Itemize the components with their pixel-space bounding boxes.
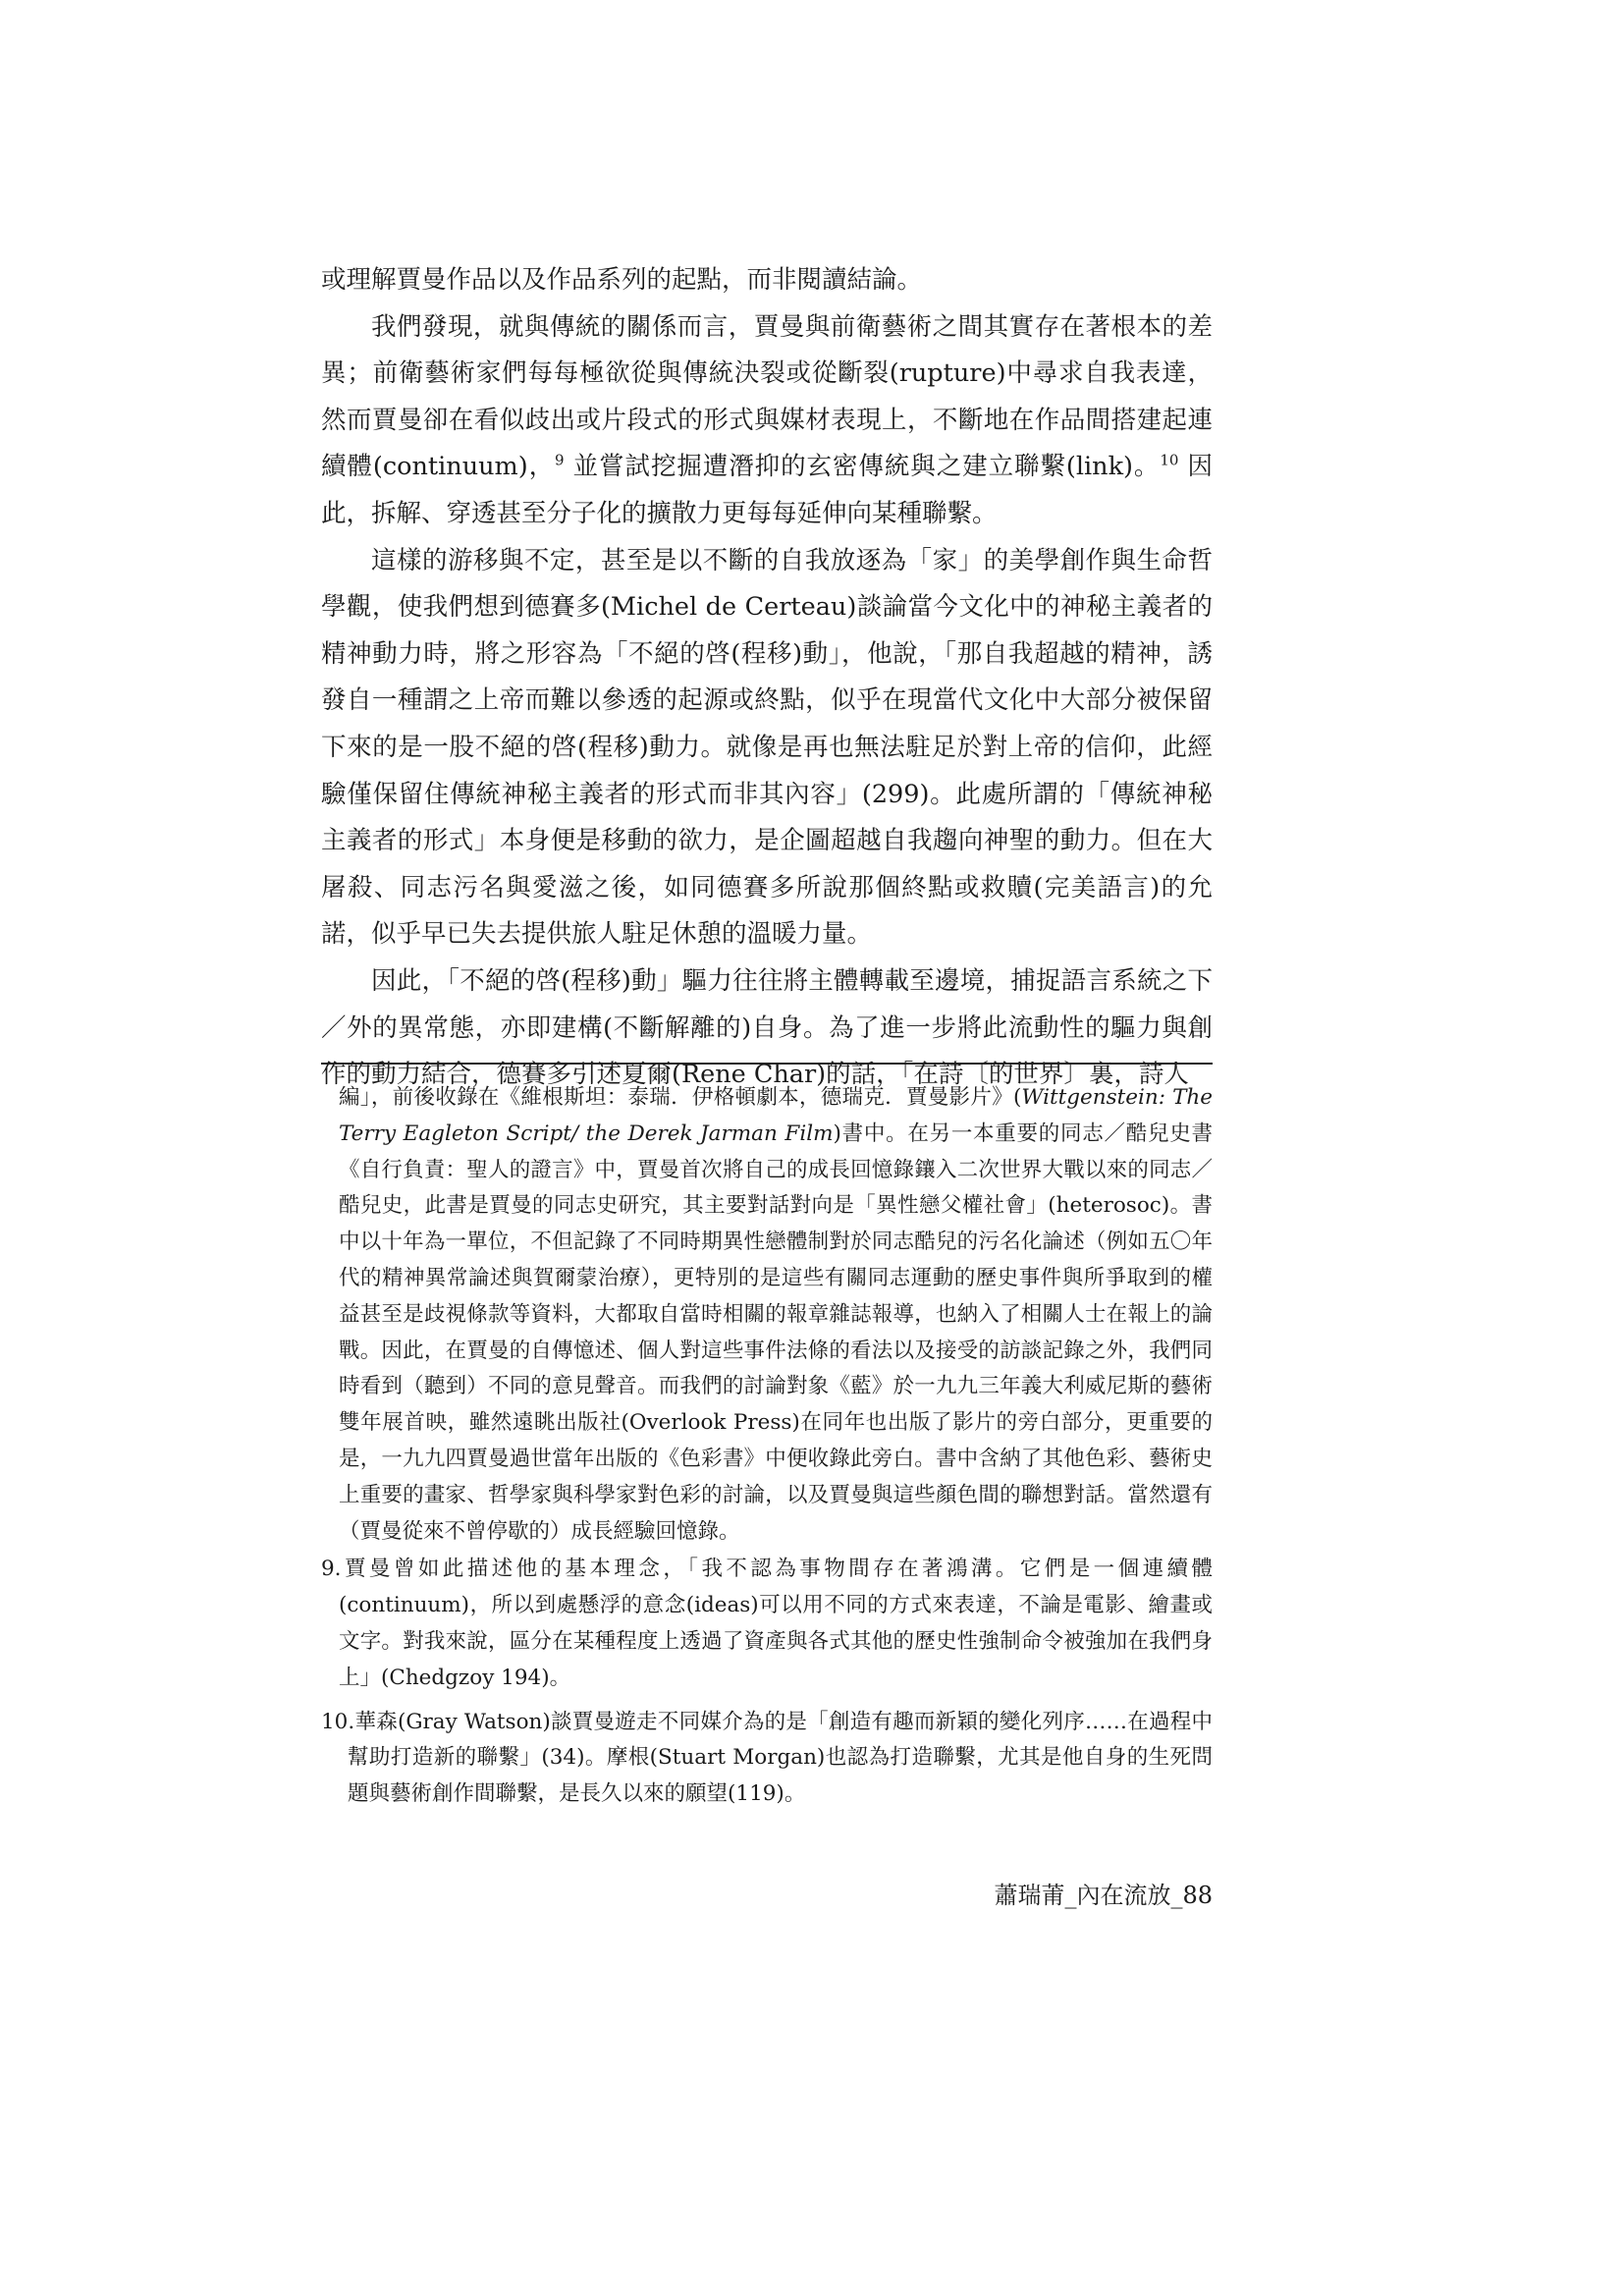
footnote-continued-part-b: )書中。在另一本重要的同志／酷兒史書《自行負責：聖人的證言》中，賈曼首次將自己的成長回憶錄鑲入二次世界大戰以來的同志／酷兒史，此書是賈曼的同志史研究，其主要對話對向是「異性戀父權社會」(heterosoc)。書中以十年為一單位，不但記錄了不同時期異性戀體制對於同志酷兒的污名化論述（例如五〇年代的精神異常論述與賀爾蒙治療），更特別的是這些有關同志運動的歷史事件與所爭取到的權益甚至是歧視條款等資料，大都取自當時相關的報章雜誌報導，也納入了相關人士在報上的論戰。因此，在賈曼的自傳憶述、個人對這些事件法條的看法以及接受的訪談記錄之外，我們同時看到（聽到）不同的意見聲音。而我們的討論對象《藍》於一九九三年義大利威尼斯的藝術雙年展首映，雖然遠眺出版社(Overlook Press)在同年也出版了影片的旁白部分，更重要的是，一九九四賈曼過世當年出版的《色彩書》中便收錄此旁白。書中含納了其他色彩、藝術史上重要的畫家、哲學家與科學家對色彩的討論，以及賈曼與這些顏色間的聯想對話。當然還有（賈曼從來不曾停歇的）成長經驗回憶錄。 <box>339 1121 1213 1544</box>
footnote-9: 9.賈曼曾如此描述他的基本理念，「我不認為事物間存在著鴻溝。它們是一個連續體(continuum)，所以到處懸浮的意念(ideas)可以用不同的方式來表達，不論是電影、繪畫或文字。對我來說，區分在某種程度上透過了資產與各式其他的歷史性強制命令被強加在我們身上」(Chedgzoy 194)。 <box>321 1557 1213 1690</box>
footnote-divider <box>321 1063 1213 1065</box>
paragraph-3: 這樣的游移與不定，甚至是以不斷的自我放逐為「家」的美學創作與生命哲學觀，使我們想到德賽多(Michel de Certeau)談論當今文化中的神秘主義者的精神動力時，將之形容為「不絕的啓(程移)動」，他說，「那自我超越的精神，誘發自一種謂之上帝而難以參透的起源或終點，似乎在現當代文化中大部分被保留下來的是一股不絕的啓(程移)動力。就像是再也無法駐足於對上帝的信仰，此經驗僅保留住傳統神秘主義者的形式而非其內容」(299)。此處所謂的「傳統神秘主義者的形式」本身便是移動的欲力，是企圖超越自我趨向神聖的動力。但在大屠殺、同志污名與愛滋之後，如同德賽多所說那個終點或救贖(完美語言)的允諾，似乎早已失去提供旅人駐足休憩的溫暖力量。 <box>321 545 1213 950</box>
paragraph-2-part-c: 因此，拆解、穿透甚至分子化的擴散力更每每延伸向某種聯繫。 <box>321 452 1213 528</box>
paragraph-2-part-b: 並嘗試挖掘遭潛抑的玄密傳統與之建立聯繫(link)。 <box>564 452 1161 482</box>
paragraph-2 <box>321 304 1213 538</box>
running-footer: 蕭瑞莆_內在流放_88 <box>994 1882 1213 1909</box>
footnote-10: 10.華森(Gray Watson)談賈曼遊走不同媒介為的是「創造有趣而新穎的變化列序……在過程中幫助打造新的聯繫」(34)。摩根(Stuart Morgan)也認為打造聯繫，尤其是他自身的生死問題與藝術創作間聯繫，是長久以來的願望(119)。 <box>321 1709 1213 1807</box>
main-text <box>321 257 1213 1099</box>
paragraph-1: 或理解賈曼作品以及作品系列的起點，而非閱讀結論。 <box>321 265 923 295</box>
footnote-ref-9: 9 <box>555 451 565 469</box>
footnote-ref-10: 10 <box>1160 451 1179 469</box>
footnote-continued <box>321 1080 1213 1550</box>
footnote-continued-part-a: 編」，前後收錄在《維根斯坦：泰瑞．伊格頓劇本，德瑞克．賈曼影片》( <box>339 1085 1022 1110</box>
paragraph-2-part-a: 我們發現，就與傳統的關係而言，賈曼與前衛藝術之間其實存在著根本的差異；前衛藝術家們每每極欲從與傳統決裂或從斷裂(rupture)中尋求自我表達，然而賈曼卻在看似歧出或片段式的形式與媒材表現上，不斷地在作品間搭建起連續體(continuum)， <box>321 311 1213 482</box>
paragraph-4: 因此，「不絕的啓(程移)動」驅力往往將主體轉載至邊境，捕捉語言系統之下／外的異常態，亦即建構(不斷解離的)自身。為了進一步將此流動性的驅力與創作的動力結合，德賽多引述夏爾(Rene Char)的話，「在詩〔的世界〕裏，詩人 <box>321 965 1213 1090</box>
footnote-book-title: Wittgenstein: The Terry Eagleton Script/ the Derek Jarman Film <box>339 1085 1213 1146</box>
footnotes <box>321 1080 1213 1813</box>
